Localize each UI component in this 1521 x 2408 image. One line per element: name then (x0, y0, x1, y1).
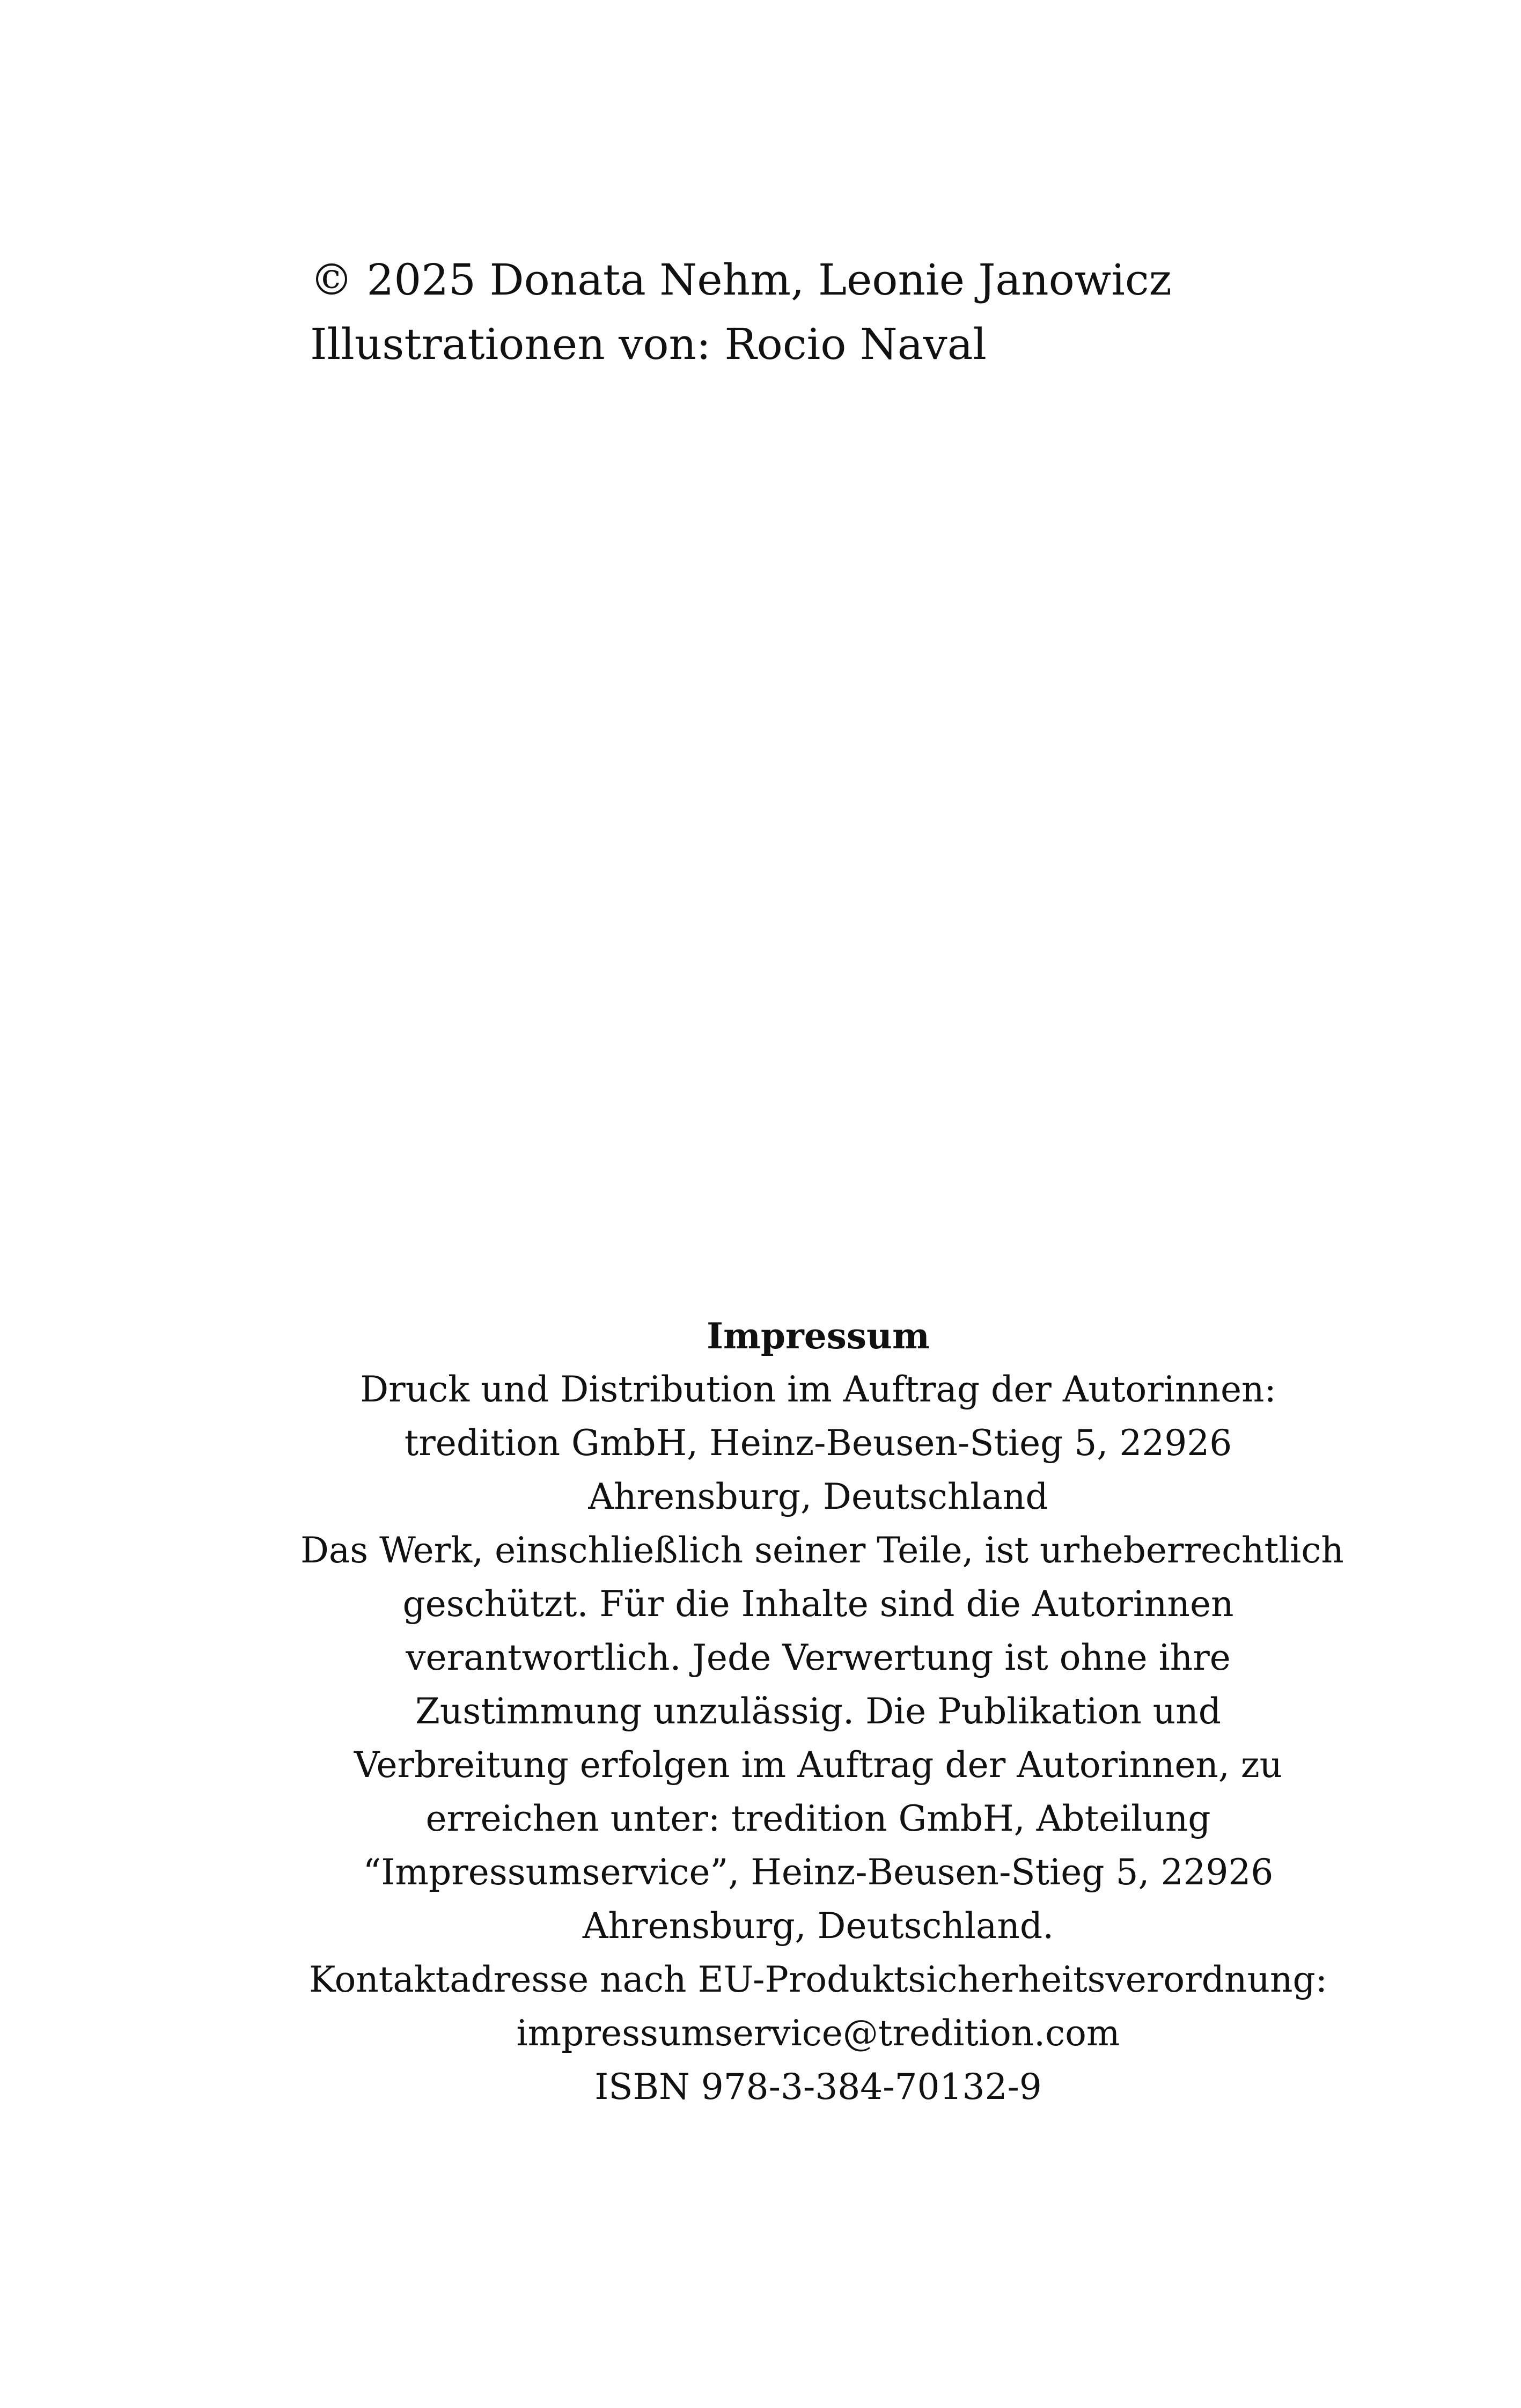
impressum-line: Ahrensburg, Deutschland (588, 1476, 1048, 1517)
impressum-line: Kontaktadresse nach EU-Produktsicherheitsverordnung: (309, 1959, 1327, 2000)
isbn-line: ISBN 978-3-384-70132-9 (594, 2066, 1042, 2108)
impressum-line: tredition GmbH, Heinz-Beusen-Stieg 5, 22926 (404, 1422, 1232, 1464)
impressum-line: geschützt. Für die Inhalte sind die Autorinnen (402, 1583, 1234, 1625)
credits-block (310, 248, 1329, 377)
copyright-line: © 2025 Donata Nehm, Leonie Janowicz (310, 255, 1172, 305)
impressum-line: verantwortlich. Jede Verwertung ist ohne ihre (406, 1637, 1231, 1678)
impressum-line: Zustimmung unzulässig. Die Publikation und (415, 1691, 1221, 1732)
impressum-line: Ahrensburg, Deutschland. (582, 1905, 1054, 1947)
impressum-line: Verbreitung erfolgen im Auftrag der Autorinnen, zu (354, 1744, 1283, 1786)
impressum-line: Druck und Distribution im Auftrag der Autorinnen: (360, 1369, 1276, 1410)
illustrations-line: Illustrationen von: Rocio Naval (310, 319, 987, 369)
impressum-line: Das Werk, einschließlich seiner Teile, ist urheberrechtlich (300, 1530, 1344, 1571)
impressum-line: “Impressumservice”, Heinz-Beusen-Stieg 5, 22926 (363, 1852, 1274, 1893)
email-address: impressumservice@tredition.com (516, 2013, 1120, 2054)
impressum-line: erreichen unter: tredition GmbH, Abteilung (425, 1798, 1211, 1839)
impressum-block (300, 1309, 1344, 2114)
impressum-heading: Impressum (707, 1315, 930, 1357)
